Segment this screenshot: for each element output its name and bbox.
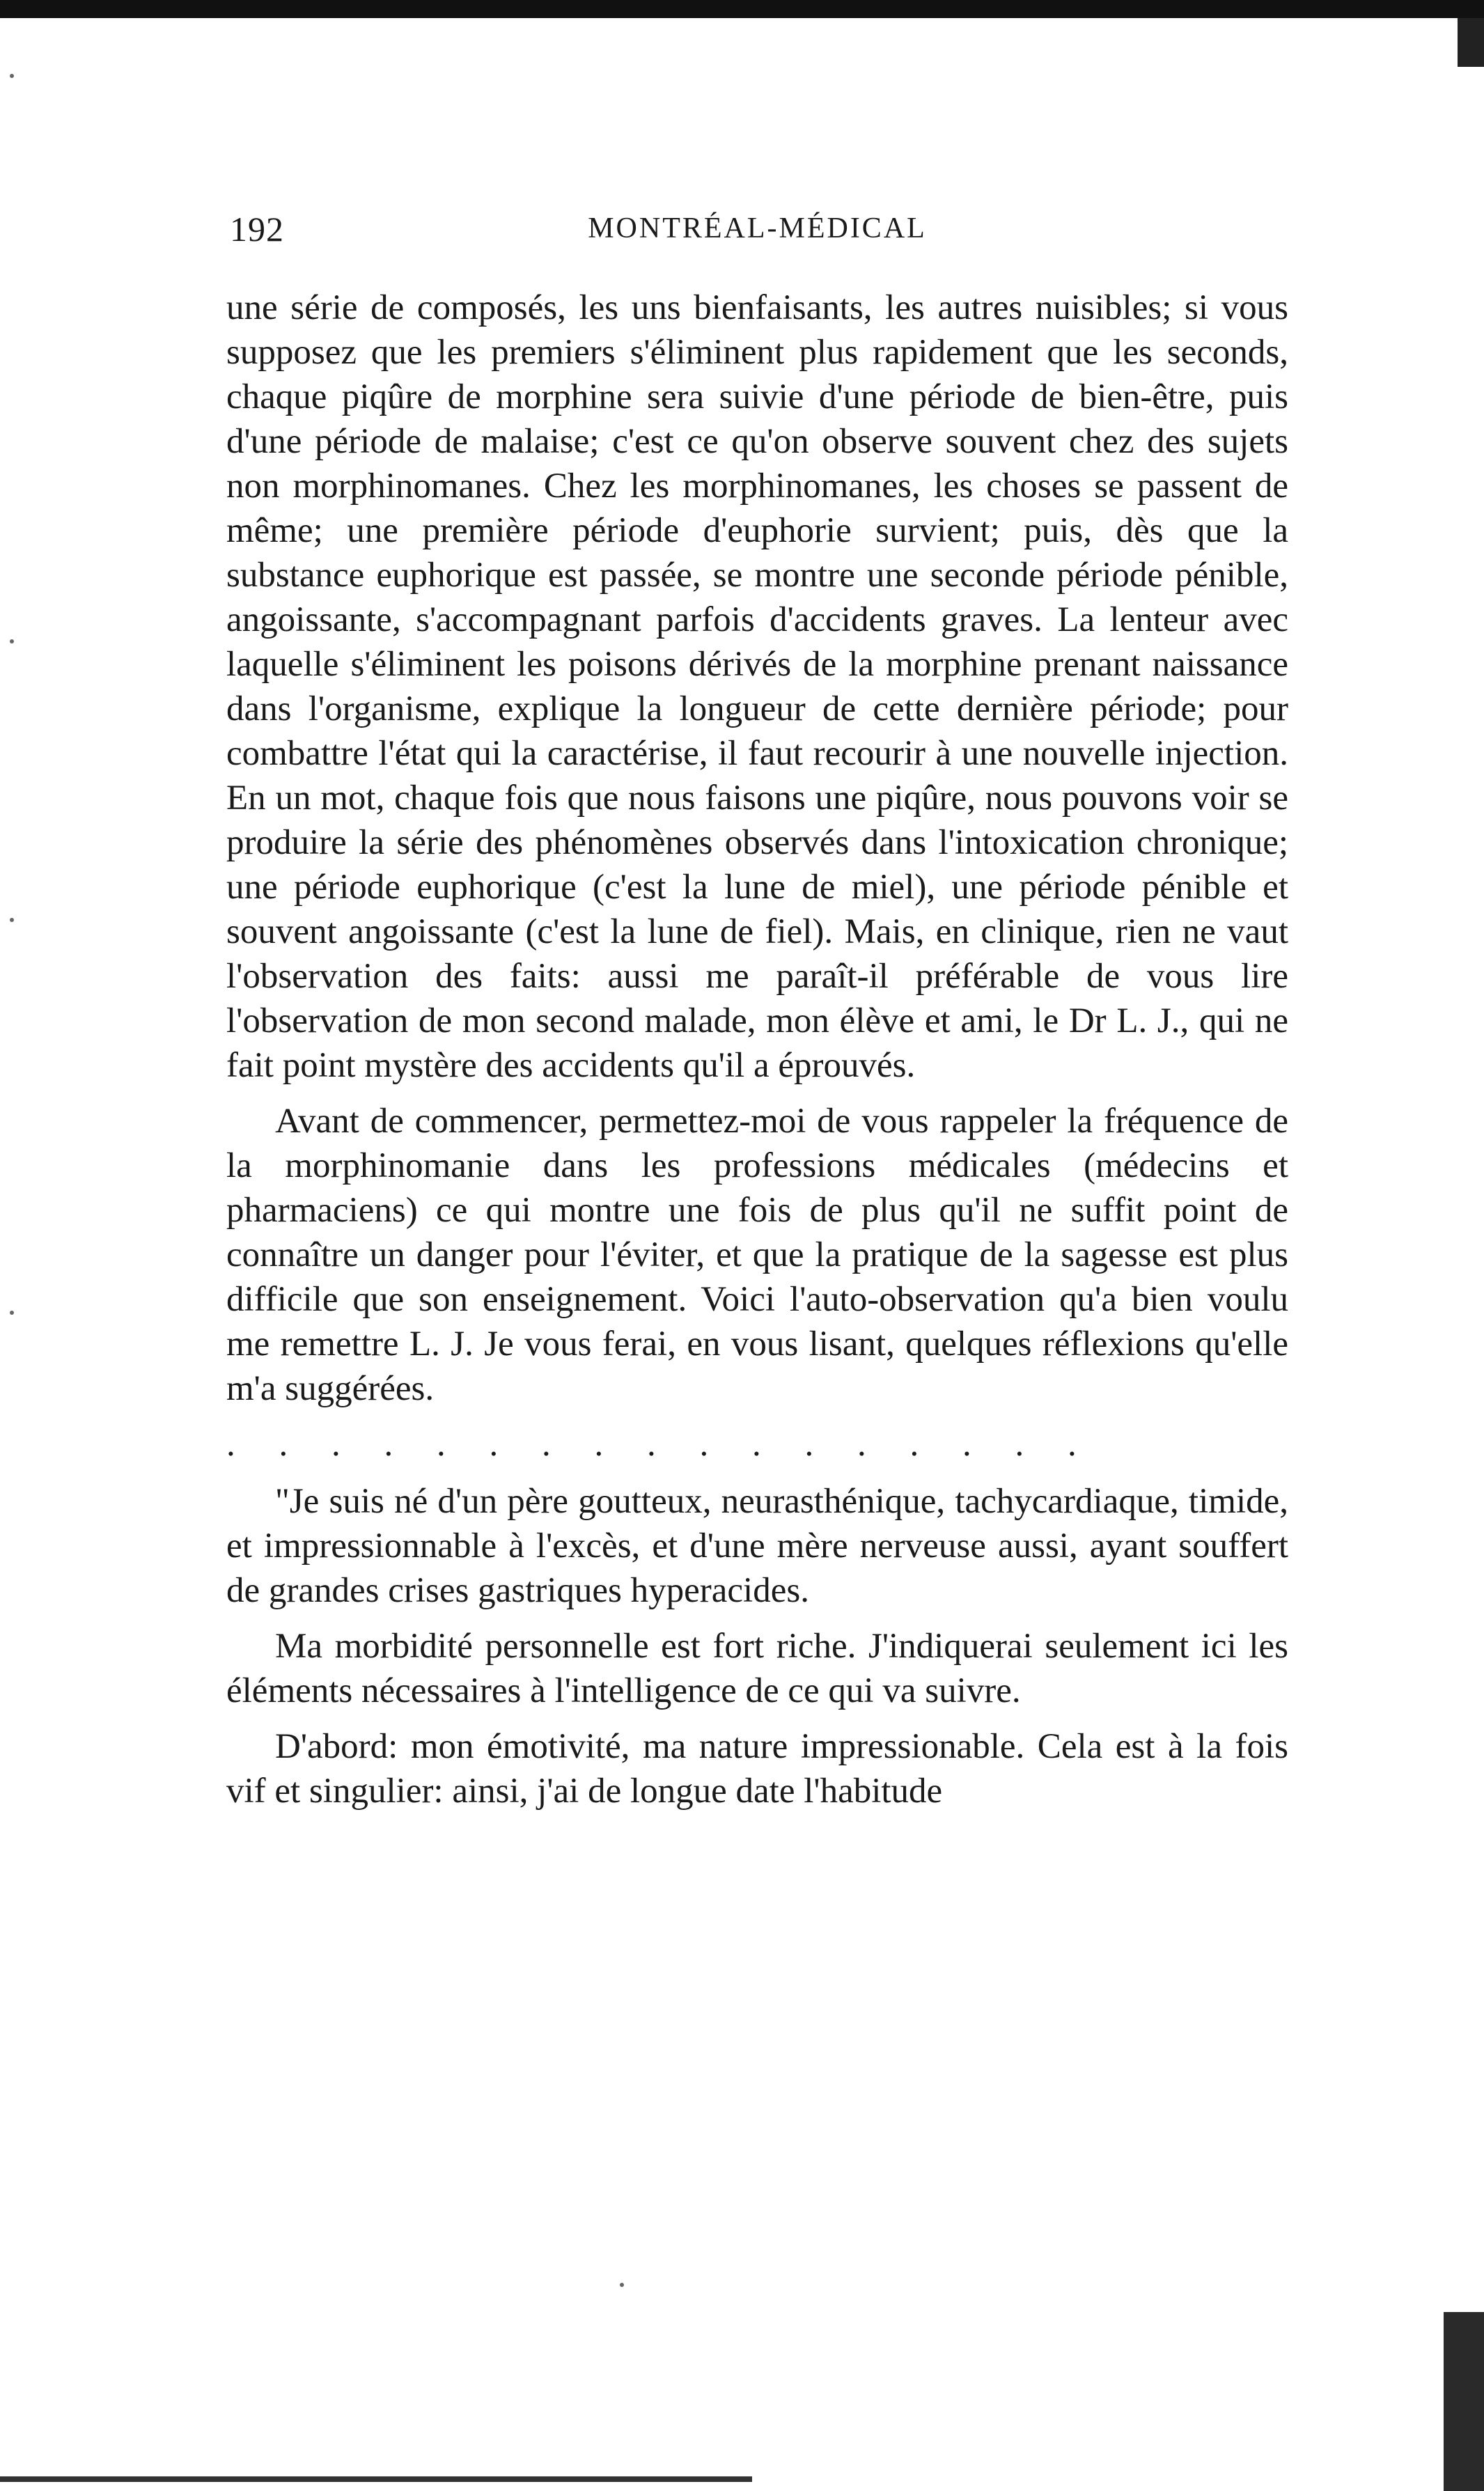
margin-speck	[10, 74, 14, 78]
margin-speck	[620, 2283, 624, 2287]
ellipsis-separator: . . . . . . . . . . . . . . . . .	[226, 1425, 1077, 1464]
margin-speck	[10, 918, 14, 922]
book-page	[226, 202, 1288, 1825]
margin-speck	[10, 1311, 14, 1315]
paragraph-continuation: une série de composés, les uns bienfaisants, les autres nuisibles; si vous supposez que les premiers s'éliminent plus rapidement que les seconds, chaque piqûre de morphine sera suivie d'une période de bien-être, puis d'une période de malaise; c'est ce qu'on observe souvent chez des sujets non morphinomanes. Chez les morphinomanes, les choses se passent de même; une première période d'euphorie survient; puis, dès que la substance euphorique est passée, se montre une seconde période pénible, angoissante, s'accompagnant parfois d'accidents graves. La lenteur avec laquelle s'éliminent les poisons dérivés de la morphine prenant naissance dans l'organisme, explique la longueur de cette dernière période; pour combattre l'état qui la caractérise, il faut recourir à une nouvelle injection. En un mot, chaque fois que nous faisons une piqûre, nous pouvons voir se produire la série des phénomènes observés dans l'intoxication chronique; une période euphorique (c'est la lune de miel), une période pénible et souvent angoissante (c'est la lune de fiel). Mais, en clinique, rien ne vaut l'observation des faits: aussi me paraît-il préférable de vous lire l'observation de mon second malade, mon élève et ami, le Dr L. J., qui ne fait point mystère des accidents qu'il a éprouvés.	[226, 288, 1288, 1085]
paragraph: Avant de commencer, permettez-moi de vous rappeler la fréquence de la morphinomanie dans les professions médicales (médecins et pharmaciens) ce qui montre une fois de plus qu'il ne suffit point de connaître un danger pour l'éviter, et que la pratique de la sagesse est plus difficile que son enseignement. Voici l'auto-observation qu'a bien voulu me remettre L. J. Je vous ferai, en vous lisant, quelques réflexions qu'elle m'a suggérées.	[226, 1102, 1288, 1408]
margin-speck	[10, 639, 14, 643]
top-scan-border	[0, 0, 1484, 18]
paragraph-quote-start: "Je suis né d'un père goutteux, neurasthénique, tachycardiaque, timide, et impressionnable à l'excès, et d'une mère nerveuse aussi, ayant souffert de grandes crises gastriques hyperacides.	[226, 1482, 1288, 1610]
running-header	[226, 202, 1288, 258]
page-number: 192	[230, 210, 284, 249]
scan-edge-mark-top	[1458, 18, 1484, 67]
running-title: MONTRÉAL-MÉDICAL	[588, 212, 927, 244]
bottom-scan-border	[0, 2476, 752, 2482]
paragraph: D'abord: mon émotivité, ma nature impressionable. Cela est à la fois vif et singulier: ainsi, j'ai de longue date l'habitude	[226, 1727, 1288, 1811]
scan-edge-mark-bottom	[1444, 2312, 1484, 2491]
body-text	[226, 286, 1288, 1813]
paragraph: Ma morbidité personnelle est fort riche. J'indiquerai seulement ici les éléments nécessaires à l'intelligence de ce qui va suivre.	[226, 1627, 1288, 1710]
